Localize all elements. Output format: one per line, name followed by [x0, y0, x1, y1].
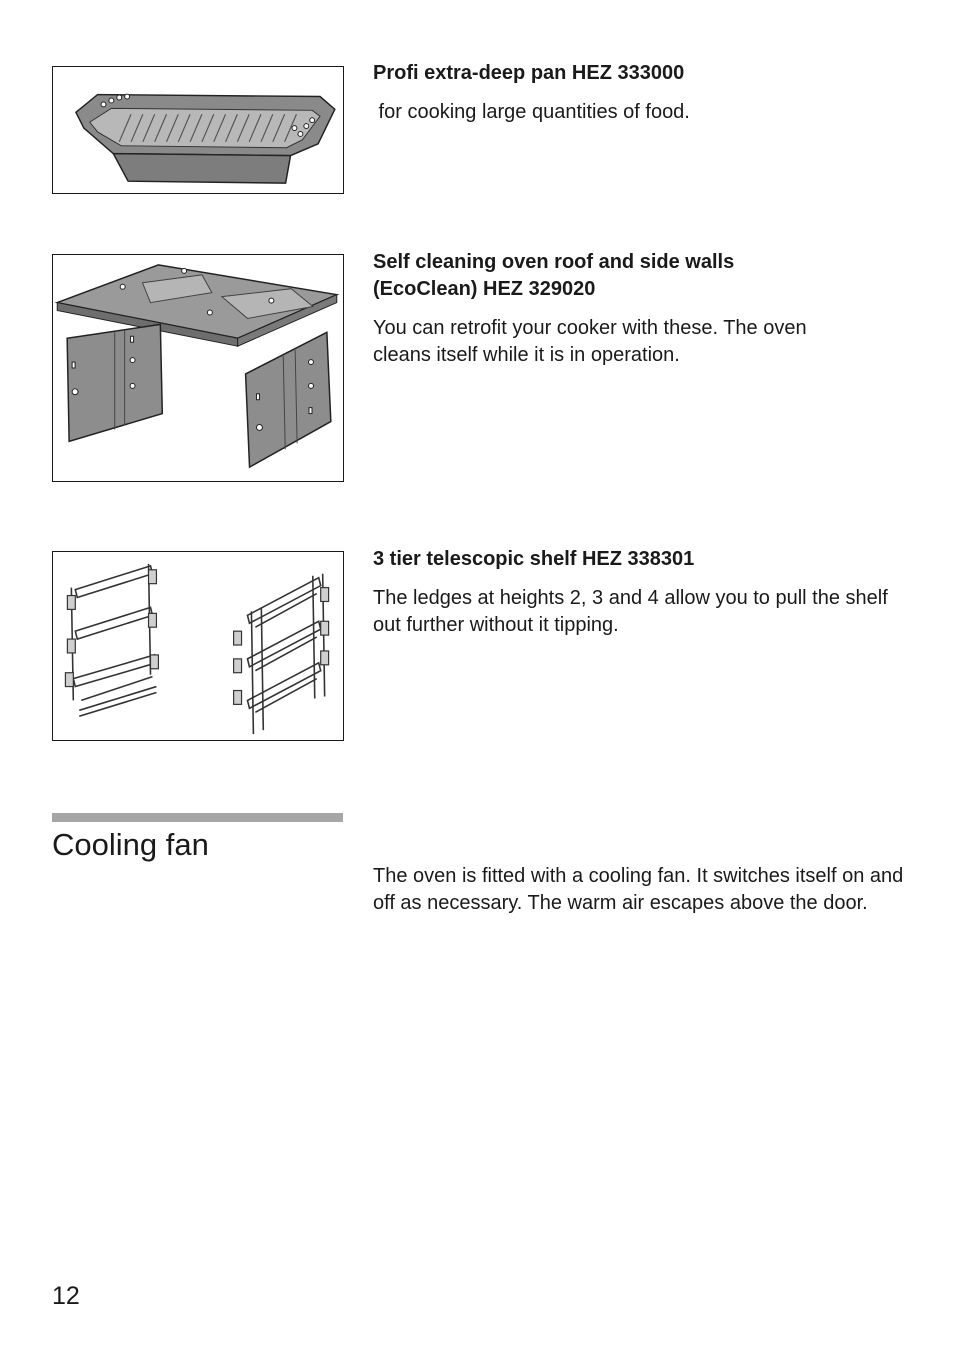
section-title: Cooling fan — [52, 827, 209, 862]
section-divider — [52, 813, 343, 822]
telescopic-shelf-title: 3 tier telescopic shelf HEZ 338301 — [373, 548, 695, 570]
extra-deep-pan-illustration — [52, 66, 344, 194]
extra-deep-pan-description: for cooking large quantities of food. — [373, 101, 690, 123]
page-number: 12 — [52, 1282, 80, 1310]
telescopic-shelf-description: The ledges at heights 2, 3 and 4 allow you to pull the shelf out further without it tipping. — [373, 587, 888, 636]
ecoclean-title-line-2: (EcoClean) HEZ 329020 — [373, 278, 596, 300]
ecoclean-description: You can retrofit your cooker with these. The oven cleans itself while it is in operation. — [373, 317, 807, 366]
ecoclean-title-line-1: Self cleaning oven roof and side walls — [373, 251, 735, 273]
cooling-fan-description: The oven is fitted with a cooling fan. It switches itself on and off as necessary. The warm air escapes above the door. — [373, 865, 904, 914]
cooling-fan-text — [373, 851, 913, 917]
telescopic-shelf-drawing — [53, 552, 343, 740]
telescopic-shelf-text — [373, 546, 913, 639]
pan-drawing — [53, 67, 343, 193]
telescopic-shelf-illustration — [52, 551, 344, 741]
ecoclean-title — [373, 249, 913, 303]
ecoclean-text — [373, 249, 913, 369]
ecoclean-drawing — [53, 255, 343, 481]
extra-deep-pan-text — [373, 60, 913, 126]
ecoclean-panels-illustration — [52, 254, 344, 482]
extra-deep-pan-title: Profi extra-deep pan HEZ 333000 — [373, 62, 685, 84]
